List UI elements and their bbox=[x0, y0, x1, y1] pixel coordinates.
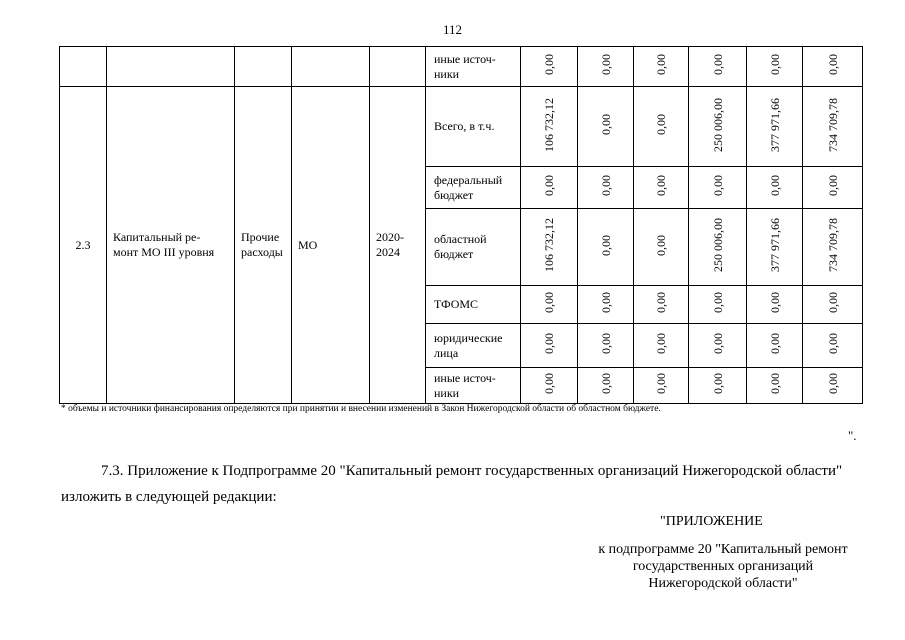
value-cell: 0,00 bbox=[578, 47, 634, 87]
closing-quote: ". bbox=[848, 428, 857, 443]
value-cell: 0,00 bbox=[803, 47, 863, 87]
category-cell: федеральный бюджет bbox=[426, 167, 521, 209]
num-cell bbox=[60, 47, 107, 87]
value-cell: 0,00 bbox=[634, 209, 689, 286]
value-cell: 106 732,12 bbox=[521, 87, 578, 167]
value-cell: 0,00 bbox=[578, 209, 634, 286]
value-cell: 0,00 bbox=[689, 368, 747, 404]
value-cell: 0,00 bbox=[689, 167, 747, 209]
period-cell bbox=[370, 47, 426, 87]
value-cell: 0,00 bbox=[578, 368, 634, 404]
value-cell: 0,00 bbox=[803, 286, 863, 324]
table-row bbox=[60, 47, 863, 87]
category-cell: Всего, в т.ч. bbox=[426, 87, 521, 167]
value-cell: 0,00 bbox=[689, 324, 747, 368]
category-cell: иные источ- ники bbox=[426, 47, 521, 87]
executor-cell bbox=[292, 47, 370, 87]
value-cell: 106 732,12 bbox=[521, 209, 578, 286]
value-cell: 377 971,66 bbox=[747, 87, 803, 167]
value-cell: 0,00 bbox=[803, 368, 863, 404]
value-cell: 0,00 bbox=[578, 286, 634, 324]
value-cell: 0,00 bbox=[747, 324, 803, 368]
value-cell: 0,00 bbox=[803, 324, 863, 368]
value-cell: 377 971,66 bbox=[747, 209, 803, 286]
expense-cell bbox=[235, 47, 292, 87]
category-cell: областной бюджет bbox=[426, 209, 521, 286]
value-cell: 0,00 bbox=[578, 324, 634, 368]
value-cell: 0,00 bbox=[689, 286, 747, 324]
value-cell: 0,00 bbox=[803, 167, 863, 209]
item-number: 2.3 bbox=[60, 87, 107, 404]
value-cell: 0,00 bbox=[634, 167, 689, 209]
name-cell bbox=[107, 47, 235, 87]
value-cell: 0,00 bbox=[578, 87, 634, 167]
value-cell: 0,00 bbox=[747, 47, 803, 87]
value-cell: 250 006,00 bbox=[689, 87, 747, 167]
value-cell: 0,00 bbox=[634, 324, 689, 368]
value-cell: 0,00 bbox=[521, 368, 578, 404]
value-cell: 734 709,78 bbox=[803, 87, 863, 167]
period: 2020- 2024 bbox=[370, 87, 426, 404]
item-name: Капитальный ре- монт МО III уровня bbox=[107, 87, 235, 404]
value-cell: 0,00 bbox=[689, 47, 747, 87]
value-cell: 0,00 bbox=[521, 324, 578, 368]
paragraph-line-2: изложить в следующей редакции: bbox=[61, 489, 277, 505]
value-cell: 0,00 bbox=[747, 286, 803, 324]
value-cell: 250 006,00 bbox=[689, 209, 747, 286]
value-cell: 0,00 bbox=[634, 87, 689, 167]
value-cell: 0,00 bbox=[578, 167, 634, 209]
value-cell: 0,00 bbox=[521, 286, 578, 324]
category-cell: юридические лица bbox=[426, 324, 521, 368]
expense-type: Прочие расходы bbox=[235, 87, 292, 404]
annex-title: "ПРИЛОЖЕНИЕ bbox=[660, 514, 763, 529]
value-cell: 0,00 bbox=[747, 368, 803, 404]
value-cell: 734 709,78 bbox=[803, 209, 863, 286]
value-cell: 0,00 bbox=[634, 286, 689, 324]
paragraph-line-1: 7.3. Приложение к Подпрограмме 20 "Капитальный ремонт государственных организаций Нижегородской области" bbox=[101, 463, 843, 479]
table-row bbox=[60, 87, 863, 167]
executor: МО bbox=[292, 87, 370, 404]
value-cell: 0,00 bbox=[521, 167, 578, 209]
footnote: * объемы и источники финансирования определяются при принятии и внесении изменений в Закон Нижегородской области об областном бюджете. bbox=[61, 404, 661, 414]
category-cell: иные источ- ники bbox=[426, 368, 521, 404]
value-cell: 0,00 bbox=[747, 167, 803, 209]
value-cell: 0,00 bbox=[634, 47, 689, 87]
page-number: 112 bbox=[442, 22, 463, 37]
financing-table bbox=[59, 46, 863, 404]
value-cell: 0,00 bbox=[634, 368, 689, 404]
value-cell: 0,00 bbox=[521, 47, 578, 87]
category-cell: ТФОМС bbox=[426, 286, 521, 324]
annex-subtitle: к подпрограмме 20 "Капитальный ремонт государственных организаций Нижегородской области" bbox=[598, 542, 848, 591]
